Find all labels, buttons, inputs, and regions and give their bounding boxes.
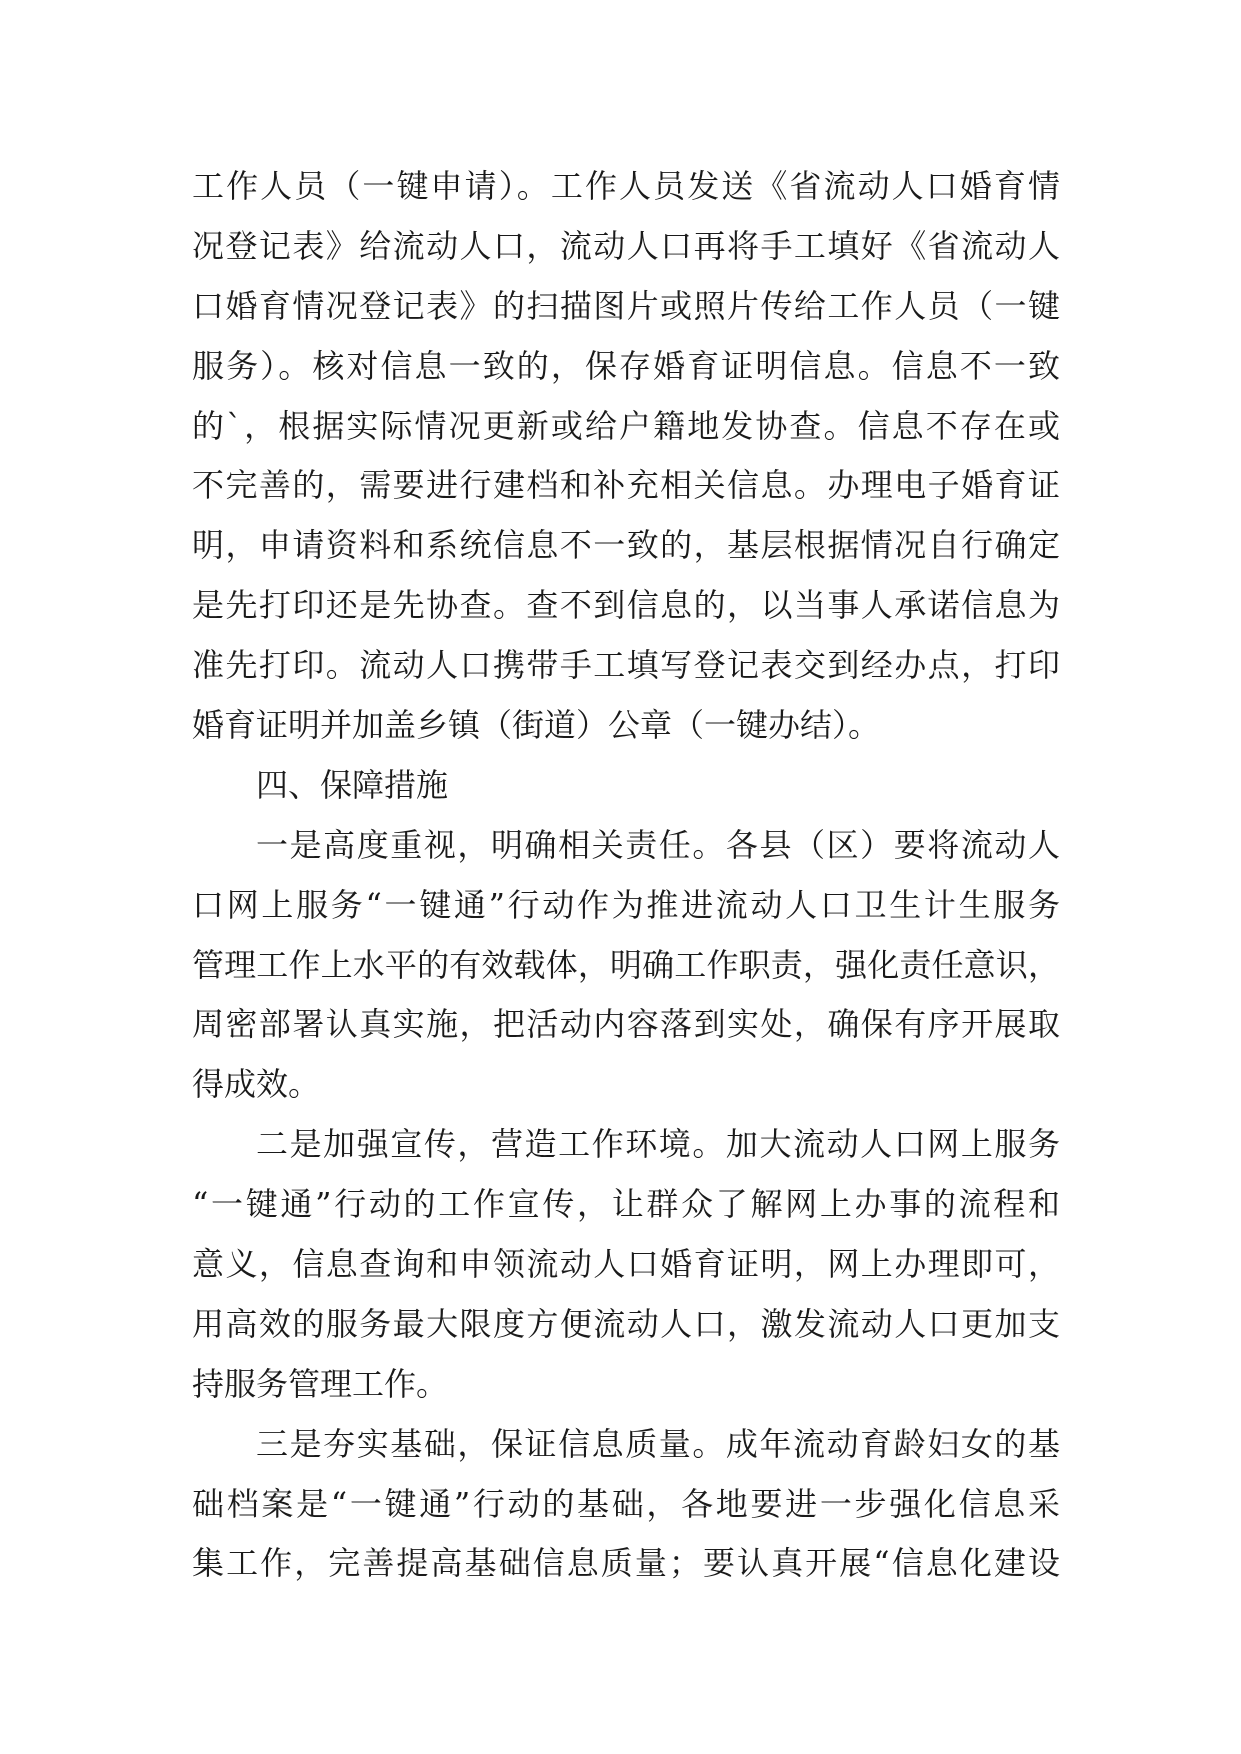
text-line: 意义，信息查询和申领流动人口婚育证明，网上办理即可， xyxy=(192,1245,1060,1284)
text-line: 工作人员（一键申请）。工作人员发送《省流动人口婚育情 xyxy=(192,167,1060,205)
text-line: “一键通”行动的工作宣传，让群众了解网上办事的流程和 xyxy=(192,1185,1060,1224)
text-line: 的`，根据实际情况更新或给户籍地发协查。信息不存在或 xyxy=(192,406,1060,445)
text-line: 二是加强宣传，营造工作环境。加大流动人口网上服务 xyxy=(256,1125,1060,1164)
text-line: 不完善的，需要进行建档和补充相关信息。办理电子婚育证 xyxy=(192,466,1060,505)
text-line: 持服务管理工作。 xyxy=(192,1364,449,1403)
text-line: 是先打印还是先协查。查不到信息的，以当事人承诺信息为 xyxy=(192,586,1060,625)
text-line: 得成效。 xyxy=(192,1065,321,1104)
text-line: 婚育证明并加盖乡镇（街道）公章（一键办结）。 xyxy=(192,706,881,745)
text-line: 用高效的服务最大限度方便流动人口，激发流动人口更加支 xyxy=(192,1304,1060,1343)
text-line: 三是夯实基础，保证信息质量。成年流动育龄妇女的基 xyxy=(256,1424,1060,1463)
text-line: 集工作，完善提高基础信息质量；要认真开展“信息化建设 xyxy=(192,1544,1060,1583)
document-body xyxy=(192,157,1060,1594)
text-line: 准先打印。流动人口携带手工填写登记表交到经办点，打印 xyxy=(192,646,1060,685)
text-line: 四、保障措施 xyxy=(256,765,449,804)
text-line: 口婚育情况登记表》的扫描图片或照片传给工作人员（一键 xyxy=(192,286,1060,325)
text-line: 口网上服务“一键通”行动作为推进流动人口卫生计生服务 xyxy=(192,885,1060,924)
text-line: 周密部署认真实施，把活动内容落到实处，确保有序开展取 xyxy=(192,1005,1060,1044)
text-line: 服务）。核对信息一致的，保存婚育证明信息。信息不一致 xyxy=(192,346,1060,385)
text-line: 础档案是“一键通”行动的基础，各地要进一步强化信息采 xyxy=(192,1484,1060,1523)
text-line: 况登记表》给流动人口，流动人口再将手工填好《省流动人 xyxy=(192,226,1060,265)
text-line: 管理工作上水平的有效载体，明确工作职责，强化责任意识， xyxy=(192,945,1060,984)
text-line: 一是高度重视，明确相关责任。各县（区）要将流动人 xyxy=(256,825,1060,864)
text-line: 明，申请资料和系统信息不一致的，基层根据情况自行确定 xyxy=(192,526,1060,565)
